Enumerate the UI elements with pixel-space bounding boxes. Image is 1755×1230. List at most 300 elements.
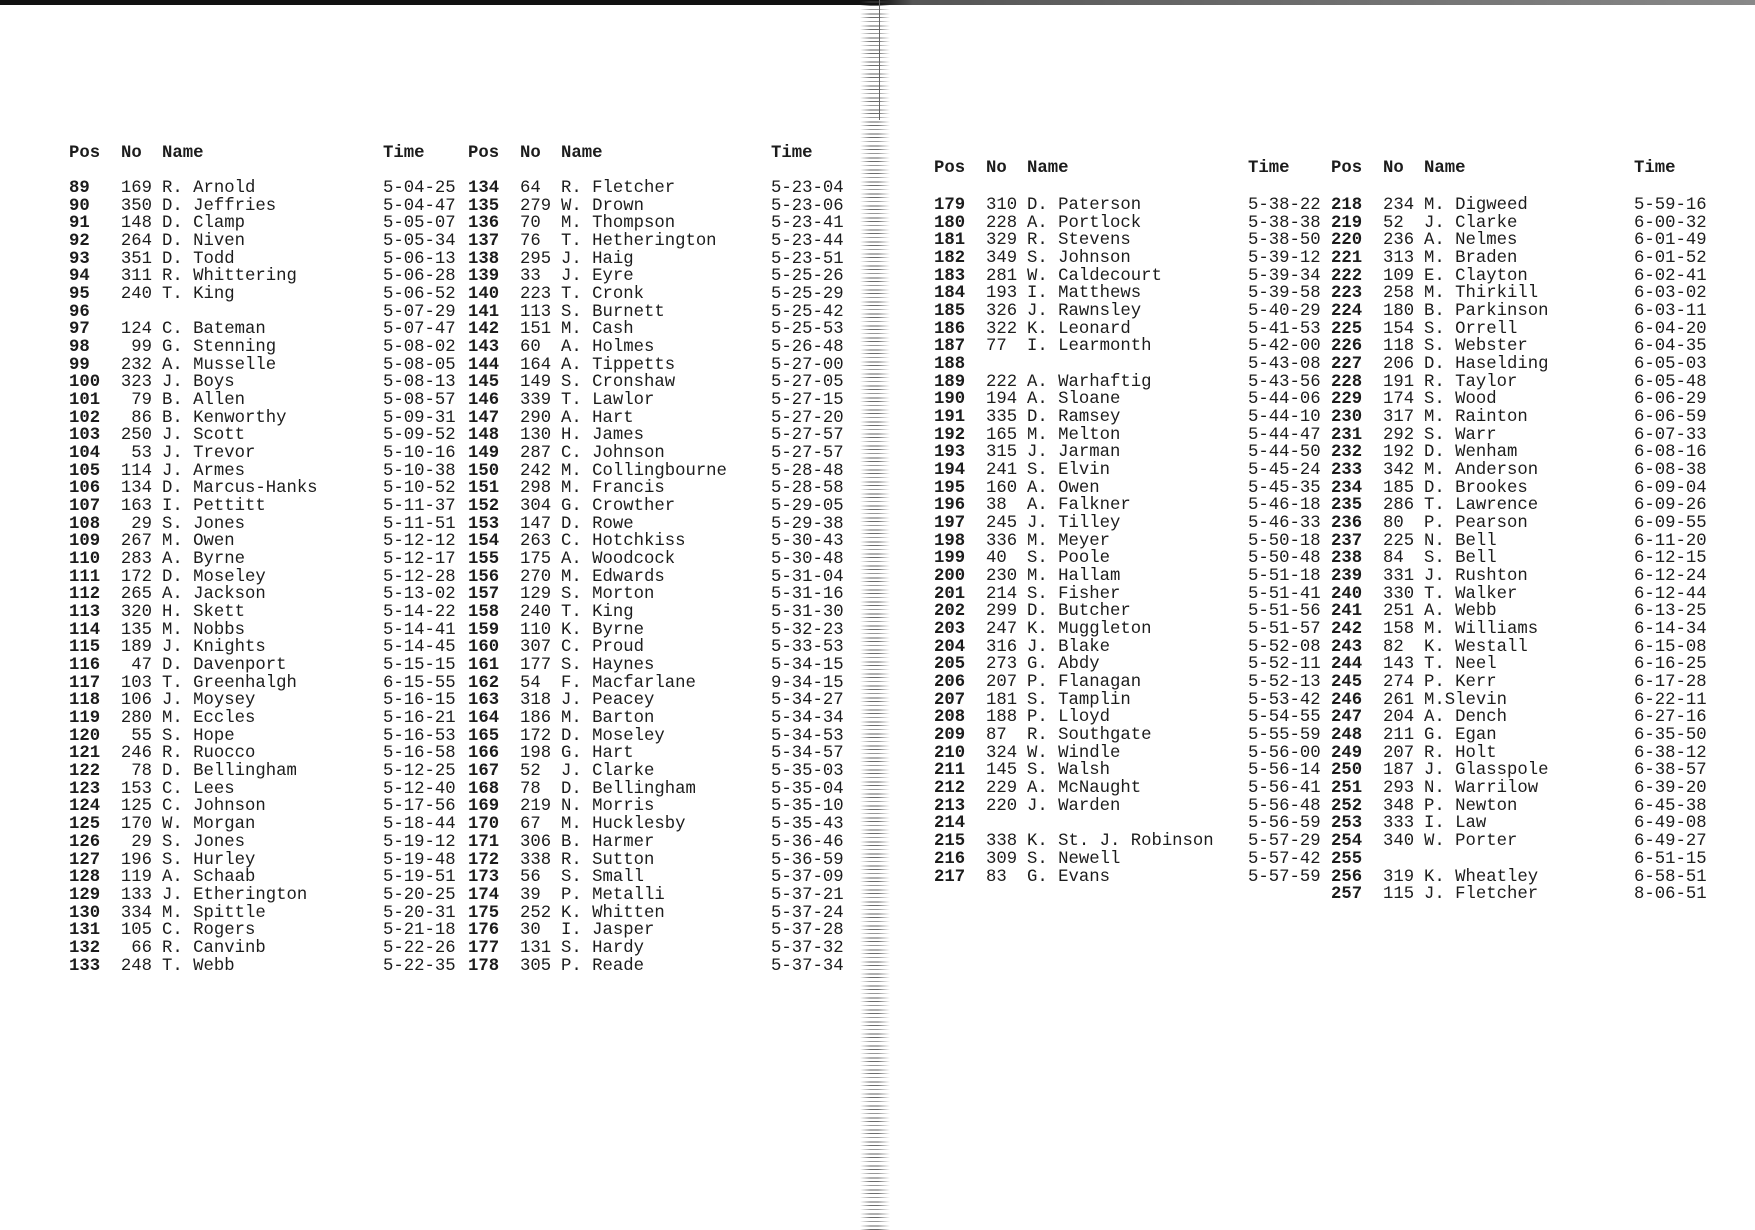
bib-number: 194 [986, 390, 1018, 410]
header-pos: Pos [1331, 159, 1363, 178]
bib-number: 339 [520, 391, 552, 411]
finish-time: 5-05-34 [383, 231, 456, 251]
runner-name: R. Whittering [162, 267, 297, 287]
runner-name: D. Bellingham [561, 779, 696, 799]
position-number: 161 [468, 656, 500, 676]
finish-time: 6-02-41 [1634, 266, 1707, 286]
bib-number: 129 [520, 585, 552, 605]
bib-number: 322 [986, 319, 1018, 339]
bib-number: 76 [520, 231, 541, 251]
position-number: 99 [69, 355, 90, 375]
finish-time: 5-37-09 [771, 868, 844, 888]
position-number: 227 [1331, 355, 1363, 375]
position-number: 209 [934, 726, 966, 746]
finish-time: 5-57-59 [1248, 867, 1321, 887]
runner-name: S. Orrell [1424, 319, 1518, 339]
runner-name: J. Haig [561, 249, 634, 269]
runner-name: M. Rainton [1424, 408, 1528, 428]
runner-name: M. Meyer [1027, 531, 1110, 551]
position-number: 184 [934, 284, 966, 304]
finish-time: 5-14-45 [383, 638, 456, 658]
bib-number: 250 [120, 426, 152, 446]
bib-number: 333 [1383, 814, 1415, 834]
header-pos: Pos [468, 144, 500, 163]
finish-time: 5-08-13 [383, 373, 456, 393]
finish-time: 6-09-04 [1634, 478, 1707, 498]
finish-time: 5-59-16 [1634, 195, 1707, 215]
runner-name: P. Flanagan [1027, 673, 1142, 693]
position-number: 175 [468, 903, 500, 923]
position-number: 141 [468, 302, 500, 322]
position-number: 242 [1331, 620, 1363, 640]
finish-time: 8-06-51 [1634, 885, 1707, 905]
bib-number: 292 [1383, 425, 1415, 445]
finish-time: 5-45-35 [1248, 478, 1321, 498]
bib-number: 114 [120, 461, 152, 481]
runner-name: D. Jeffries [162, 196, 277, 216]
position-number: 191 [934, 408, 966, 428]
runner-name: M. Barton [561, 709, 655, 729]
runner-name: M. Hucklesby [561, 815, 686, 835]
finish-time: 5-26-48 [771, 338, 844, 358]
runner-name: A. Hart [561, 408, 634, 428]
position-number: 249 [1331, 743, 1363, 763]
bib-number: 40 [986, 549, 1007, 569]
runner-name: A. Portlock [1027, 213, 1142, 233]
runner-name: M.Slevin [1424, 690, 1507, 710]
bib-number: 158 [1383, 620, 1415, 640]
finish-time: 5-34-27 [771, 691, 844, 711]
position-number: 103 [69, 426, 101, 446]
bib-number: 240 [520, 603, 552, 623]
position-number: 147 [468, 408, 500, 428]
runner-name: J. Moysey [162, 691, 256, 711]
position-number: 199 [934, 549, 966, 569]
bib-number: 245 [986, 514, 1018, 534]
finish-time: 5-06-52 [383, 285, 456, 304]
runner-name: T. King [162, 285, 235, 304]
position-number: 101 [69, 391, 101, 411]
runner-name: N. Morris [561, 797, 655, 817]
finish-time: 5-18-44 [383, 815, 456, 835]
finish-time: 5-46-18 [1248, 496, 1321, 516]
finish-time: 6-05-03 [1634, 355, 1707, 375]
position-number: 150 [468, 461, 500, 481]
runner-name: S. Johnson [1027, 248, 1131, 268]
bib-number: 103 [120, 673, 152, 693]
runner-name: S. Burnett [561, 302, 665, 322]
runner-name: T. Cronk [561, 285, 644, 304]
position-number: 109 [69, 532, 101, 552]
position-number: 207 [934, 690, 966, 710]
bib-number: 287 [520, 444, 552, 464]
position-number: 140 [468, 285, 500, 304]
position-number: 137 [468, 231, 500, 251]
bib-number: 39 [520, 885, 541, 905]
finish-time: 5-04-25 [383, 178, 456, 198]
position-number: 256 [1331, 867, 1363, 887]
bib-number: 196 [120, 850, 152, 870]
finish-time: 5-35-43 [771, 815, 844, 835]
runner-name: S. Hope [162, 726, 235, 746]
finish-time: 5-43-08 [1248, 355, 1321, 375]
runner-name: J. Tilley [1027, 514, 1121, 534]
position-number: 211 [934, 761, 966, 781]
runner-name: M. Hallam [1027, 567, 1121, 587]
runner-name: K. Whitten [561, 903, 665, 923]
bib-number: 78 [131, 762, 152, 782]
finish-time: 5-15-15 [383, 656, 456, 676]
bib-number: 170 [120, 815, 152, 835]
runner-name: C. Bateman [162, 320, 266, 340]
bib-number: 191 [1383, 372, 1415, 392]
finish-time: 5-33-53 [771, 638, 844, 658]
position-number: 118 [69, 691, 101, 711]
bib-number: 67 [520, 815, 541, 835]
finish-time: 5-52-13 [1248, 673, 1321, 693]
bib-number: 315 [986, 443, 1018, 463]
runner-name: S. Newell [1027, 849, 1121, 869]
finish-time: 6-39-20 [1634, 779, 1707, 799]
position-number: 167 [468, 762, 500, 782]
runner-name: S. Small [561, 868, 644, 888]
finish-time: 5-09-31 [383, 408, 456, 428]
header-no: No [1383, 159, 1404, 178]
runner-name: J. Warden [1027, 796, 1121, 816]
bib-number: 192 [1383, 443, 1415, 463]
runner-name: K. St. J. Robinson [1027, 832, 1214, 852]
runner-name: R. Arnold [162, 178, 256, 198]
bib-number: 56 [520, 868, 541, 888]
bib-number: 214 [986, 584, 1018, 604]
position-number: 241 [1331, 602, 1363, 622]
runner-name: S. Haynes [561, 656, 655, 676]
finish-time: 6-49-27 [1634, 832, 1707, 852]
finish-time: 5-36-46 [771, 832, 844, 852]
position-number: 92 [69, 231, 90, 251]
position-number: 115 [69, 638, 101, 658]
runner-name: T. Neel [1424, 655, 1497, 675]
position-number: 248 [1331, 726, 1363, 746]
finish-time: 5-34-34 [771, 709, 844, 729]
bib-number: 329 [986, 231, 1018, 251]
bib-number: 220 [986, 796, 1018, 816]
bib-number: 306 [520, 832, 552, 852]
bib-number: 70 [520, 214, 541, 234]
bib-number: 340 [1383, 832, 1415, 852]
position-number: 254 [1331, 832, 1363, 852]
runner-name: J. Scott [162, 426, 245, 446]
runner-name: K. Byrne [561, 620, 644, 640]
position-number: 257 [1331, 885, 1363, 905]
bib-number: 149 [520, 373, 552, 393]
bib-number: 52 [520, 762, 541, 782]
runner-name: W. Caldecourt [1027, 266, 1162, 286]
runner-name: J. Blake [1027, 637, 1110, 657]
bib-number: 77 [986, 337, 1007, 357]
position-number: 202 [934, 602, 966, 622]
finish-time: 5-54-55 [1248, 708, 1321, 728]
finish-time: 5-41-53 [1248, 319, 1321, 339]
finish-time: 5-07-47 [383, 320, 456, 340]
bib-number: 242 [520, 461, 552, 481]
bib-number: 33 [520, 267, 541, 287]
finish-time: 6-09-55 [1634, 514, 1707, 534]
position-number: 100 [69, 373, 101, 393]
finish-time: 5-27-20 [771, 408, 844, 428]
finish-time: 5-25-29 [771, 285, 844, 304]
position-number: 187 [934, 337, 966, 357]
position-number: 136 [468, 214, 500, 234]
finish-time: 5-13-02 [383, 585, 456, 605]
finish-time: 5-51-41 [1248, 584, 1321, 604]
finish-time: 5-08-57 [383, 391, 456, 411]
bib-number: 320 [120, 603, 152, 623]
bib-number: 307 [520, 638, 552, 658]
runner-name: M. Braden [1424, 248, 1518, 268]
finish-time: 6-15-55 [383, 673, 456, 693]
position-number: 218 [1331, 195, 1363, 215]
finish-time: 5-30-48 [771, 550, 844, 570]
position-number: 144 [468, 355, 500, 375]
runner-name: J. Rawnsley [1027, 302, 1142, 321]
bib-number: 223 [520, 285, 552, 304]
finish-time: 9-34-15 [771, 673, 844, 693]
finish-time: 5-16-15 [383, 691, 456, 711]
runner-name: D. Bellingham [162, 762, 297, 782]
bib-number: 187 [1383, 761, 1415, 781]
bib-number: 299 [986, 602, 1018, 622]
bib-number: 180 [1383, 302, 1415, 321]
finish-time: 6-35-50 [1634, 726, 1707, 746]
position-number: 168 [468, 779, 500, 799]
runner-name: N. Warrilow [1424, 779, 1539, 799]
bib-number: 86 [131, 408, 152, 428]
position-number: 231 [1331, 425, 1363, 445]
position-number: 104 [69, 444, 101, 464]
finish-time: 5-51-57 [1248, 620, 1321, 640]
position-number: 108 [69, 514, 101, 534]
position-number: 105 [69, 461, 101, 481]
header-time: Time [771, 144, 813, 163]
runner-name: A. Schaab [162, 868, 256, 888]
bib-number: 241 [986, 461, 1018, 481]
bib-number: 174 [1383, 390, 1415, 410]
finish-time: 5-21-18 [383, 921, 456, 941]
position-number: 253 [1331, 814, 1363, 834]
bib-number: 293 [1383, 779, 1415, 799]
position-number: 174 [468, 885, 500, 905]
runner-name: R. Southgate [1027, 726, 1152, 746]
position-number: 179 [934, 195, 966, 215]
runner-name: A. Tippetts [561, 355, 676, 375]
finish-time: 5-12-25 [383, 762, 456, 782]
position-number: 95 [69, 285, 90, 304]
finish-time: 5-56-48 [1248, 796, 1321, 816]
finish-time: 6-16-25 [1634, 655, 1707, 675]
runner-name: A. Jackson [162, 585, 266, 605]
position-number: 120 [69, 726, 101, 746]
runner-name: F. Macfarlane [561, 673, 696, 693]
position-number: 152 [468, 497, 500, 517]
position-number: 219 [1331, 213, 1363, 233]
runner-name: W. Windle [1027, 743, 1121, 763]
bib-number: 53 [131, 444, 152, 464]
finish-time: 5-29-38 [771, 514, 844, 534]
bib-number: 110 [520, 620, 552, 640]
position-number: 119 [69, 709, 101, 729]
finish-time: 5-31-16 [771, 585, 844, 605]
runner-name: S. Hardy [561, 938, 644, 958]
runner-name: D. Ramsey [1027, 408, 1121, 428]
bib-number: 335 [986, 408, 1018, 428]
bib-number: 225 [1383, 531, 1415, 551]
bib-number: 279 [520, 196, 552, 216]
runner-name: J. Knights [162, 638, 266, 658]
position-number: 146 [468, 391, 500, 411]
bib-number: 113 [520, 302, 552, 322]
bib-number: 258 [1383, 284, 1415, 304]
position-number: 111 [69, 567, 101, 587]
bib-number: 29 [131, 832, 152, 852]
runner-name: D. Rowe [561, 514, 634, 534]
position-number: 224 [1331, 302, 1363, 321]
position-number: 138 [468, 249, 500, 269]
position-number: 170 [468, 815, 500, 835]
runner-name: R. Stevens [1027, 231, 1131, 251]
position-number: 158 [468, 603, 500, 623]
finish-time: 5-10-16 [383, 444, 456, 464]
runner-name: M. Spittle [162, 903, 266, 923]
position-number: 225 [1331, 319, 1363, 339]
runner-name: K. Muggleton [1027, 620, 1152, 640]
runner-name: C. Proud [561, 638, 644, 658]
position-number: 251 [1331, 779, 1363, 799]
finish-time: 5-35-04 [771, 779, 844, 799]
position-number: 176 [468, 921, 500, 941]
finish-time: 6-49-08 [1634, 814, 1707, 834]
bib-number: 326 [986, 302, 1018, 321]
position-number: 197 [934, 514, 966, 534]
finish-time: 5-56-14 [1248, 761, 1321, 781]
position-number: 177 [468, 938, 500, 958]
runner-name: M. Thompson [561, 214, 676, 234]
bib-number: 185 [1383, 478, 1415, 498]
finish-time: 6-04-20 [1634, 319, 1707, 339]
runner-name: D. Todd [162, 249, 235, 269]
bib-number: 304 [520, 497, 552, 517]
position-number: 117 [69, 673, 101, 693]
finish-time: 5-04-47 [383, 196, 456, 216]
bib-number: 38 [986, 496, 1007, 516]
position-number: 201 [934, 584, 966, 604]
runner-name: A. McNaught [1027, 779, 1142, 799]
bib-number: 267 [120, 532, 152, 552]
runner-name: S. Cronshaw [561, 373, 676, 393]
runner-name: J. Etherington [162, 885, 308, 905]
bib-number: 319 [1383, 867, 1415, 887]
position-number: 228 [1331, 372, 1363, 392]
position-number: 255 [1331, 849, 1363, 869]
finish-time: 5-17-56 [383, 797, 456, 817]
finish-time: 6-51-15 [1634, 849, 1707, 869]
position-number: 204 [934, 637, 966, 657]
position-number: 186 [934, 319, 966, 339]
bib-number: 133 [120, 885, 152, 905]
position-number: 162 [468, 673, 500, 693]
bib-number: 324 [986, 743, 1018, 763]
bib-number: 125 [120, 797, 152, 817]
finish-time: 5-46-33 [1248, 514, 1321, 534]
runner-name: D. Wenham [1424, 443, 1518, 463]
bib-number: 240 [120, 285, 152, 304]
finish-time: 6-58-51 [1634, 867, 1707, 887]
position-number: 238 [1331, 549, 1363, 569]
bib-number: 286 [1383, 496, 1415, 516]
header-name: Name [561, 144, 603, 163]
position-number: 142 [468, 320, 500, 340]
position-number: 131 [69, 921, 101, 941]
bib-number: 338 [520, 850, 552, 870]
finish-time: 5-16-21 [383, 709, 456, 729]
runner-name: M. Anderson [1424, 461, 1539, 481]
runner-name: D. Niven [162, 231, 245, 251]
bib-number: 124 [120, 320, 152, 340]
position-number: 154 [468, 532, 500, 552]
finish-time: 5-05-07 [383, 214, 456, 234]
finish-time: 5-36-59 [771, 850, 844, 870]
finish-time: 6-04-35 [1634, 337, 1707, 357]
header-time: Time [383, 144, 425, 163]
bib-number: 30 [520, 921, 541, 941]
bib-number: 204 [1383, 708, 1415, 728]
position-number: 208 [934, 708, 966, 728]
runner-name: P. Metalli [561, 885, 665, 905]
bib-number: 348 [1383, 796, 1415, 816]
position-number: 250 [1331, 761, 1363, 781]
position-number: 90 [69, 196, 90, 216]
finish-time: 5-19-51 [383, 868, 456, 888]
bib-number: 264 [120, 231, 152, 251]
runner-name: G. Hart [561, 744, 634, 764]
runner-name: S. Fisher [1027, 584, 1121, 604]
bib-number: 189 [120, 638, 152, 658]
runner-name: G. Egan [1424, 726, 1497, 746]
finish-time: 5-20-25 [383, 885, 456, 905]
bib-number: 229 [986, 779, 1018, 799]
finish-time: 5-35-03 [771, 762, 844, 782]
runner-name: D. Clamp [162, 214, 245, 234]
finish-time: 5-56-59 [1248, 814, 1321, 834]
runner-name: C. Hotchkiss [561, 532, 686, 552]
runner-name: A. Woodcock [561, 550, 676, 570]
position-number: 192 [934, 425, 966, 445]
runner-name: M. Thirkill [1424, 284, 1539, 304]
bib-number: 154 [1383, 319, 1415, 339]
bib-number: 79 [131, 391, 152, 411]
runner-name: J. Clarke [1424, 213, 1518, 233]
runner-name: J. Armes [162, 461, 245, 481]
runner-name: T. Lawrence [1424, 496, 1539, 516]
finish-time: 6-14-34 [1634, 620, 1707, 640]
position-number: 239 [1331, 567, 1363, 587]
finish-time: 6-01-49 [1634, 231, 1707, 251]
bib-number: 80 [1383, 514, 1404, 534]
finish-time: 5-38-50 [1248, 231, 1321, 251]
finish-time: 6-13-25 [1634, 602, 1707, 622]
position-number: 133 [69, 956, 101, 976]
position-number: 246 [1331, 690, 1363, 710]
